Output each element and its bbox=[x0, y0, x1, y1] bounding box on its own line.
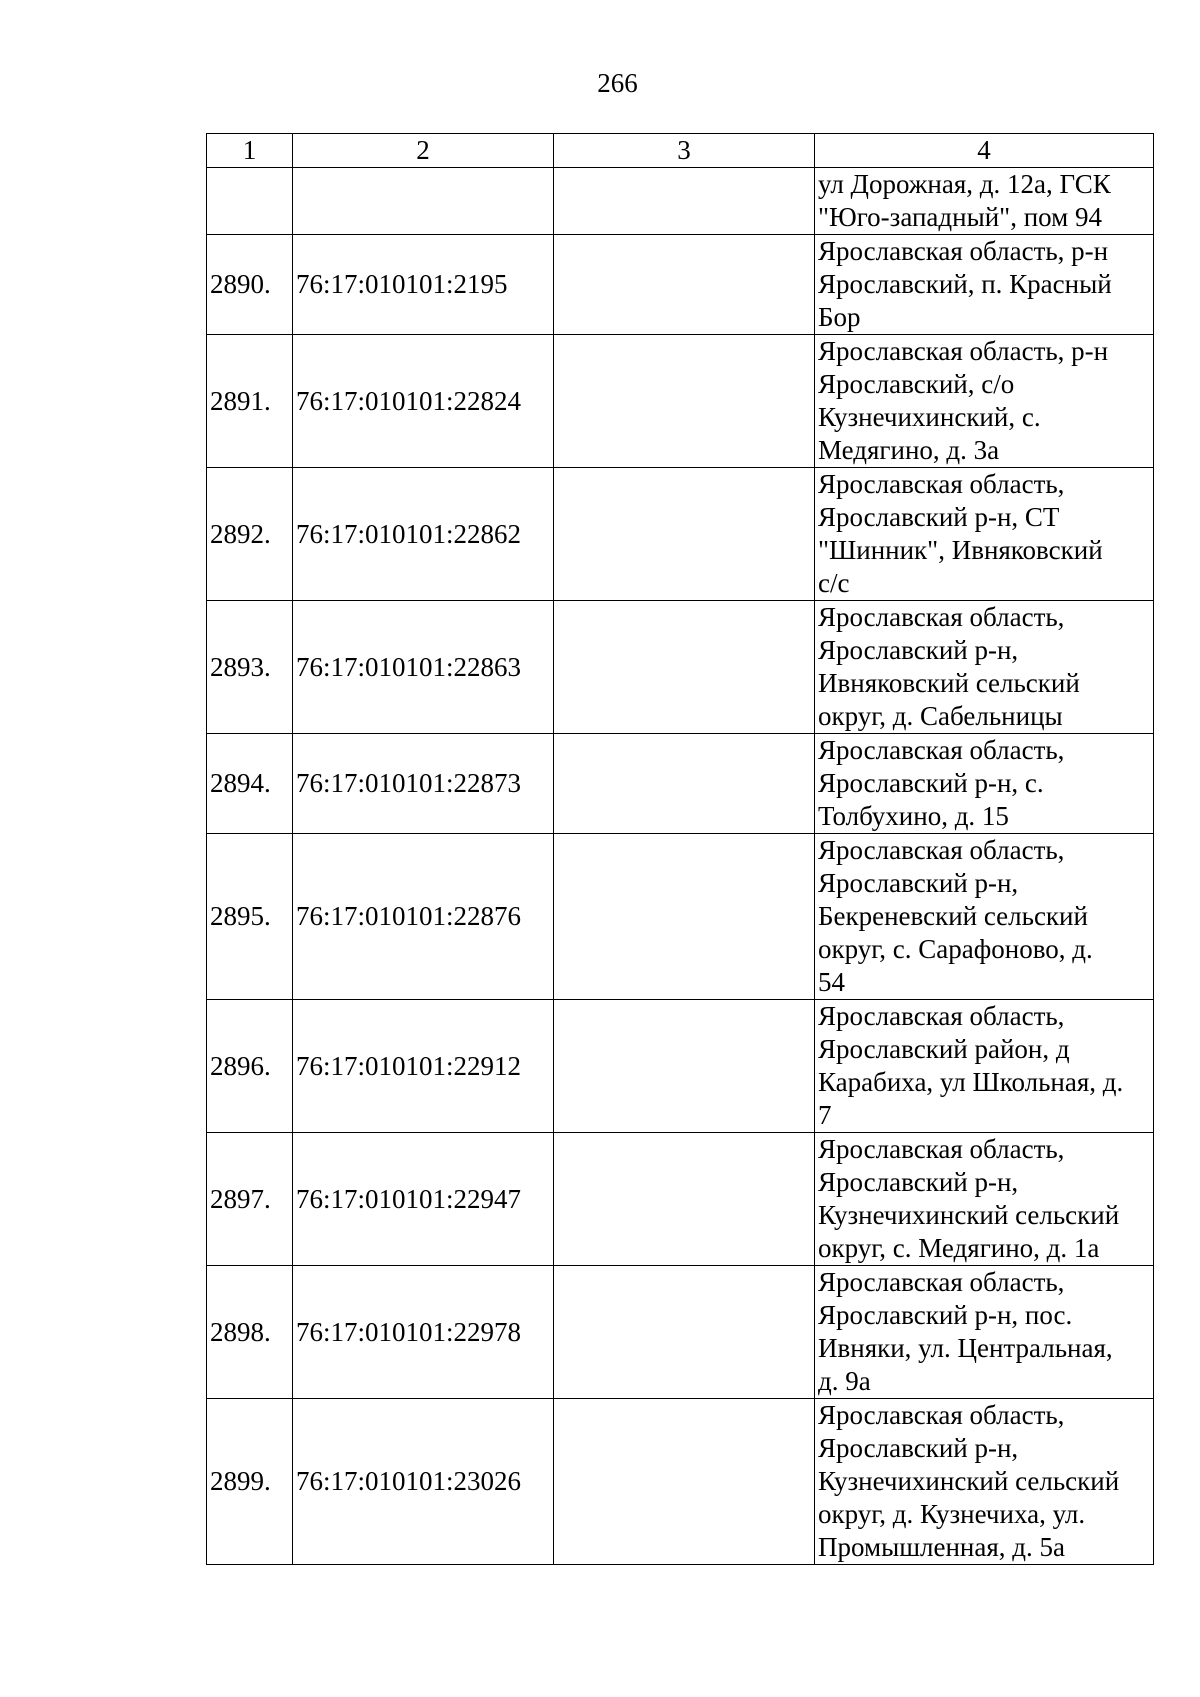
column-3-cell bbox=[554, 1133, 815, 1266]
address-line: Кузнечихинский сельский bbox=[818, 1200, 1120, 1230]
table-row bbox=[207, 1000, 1154, 1133]
address-cell bbox=[815, 468, 1154, 601]
row-number-cell bbox=[207, 168, 293, 235]
row-number-cell: 2894. bbox=[207, 734, 293, 834]
column-3-cell bbox=[554, 335, 815, 468]
column-3-cell bbox=[554, 468, 815, 601]
column-3-cell bbox=[554, 1399, 815, 1565]
row-number-cell: 2893. bbox=[207, 601, 293, 734]
address-line: Медягино, д. 3а bbox=[818, 435, 1000, 465]
address-line: с/с bbox=[818, 568, 850, 598]
row-number-cell: 2898. bbox=[207, 1266, 293, 1399]
address-line: Кузнечихинский сельский bbox=[818, 1466, 1120, 1496]
column-header-4: 4 bbox=[815, 134, 1154, 168]
table-row bbox=[207, 601, 1154, 734]
address-line: Ивняки, ул. Центральная, bbox=[818, 1333, 1113, 1363]
address-line: Ярославская область, bbox=[818, 602, 1065, 632]
table-row bbox=[207, 235, 1154, 335]
address-line: Ярославский район, д bbox=[818, 1034, 1070, 1064]
cadastral-number-cell: 76:17:010101:2195 bbox=[293, 235, 554, 335]
address-line: 54 bbox=[818, 967, 845, 997]
table-row bbox=[207, 1133, 1154, 1266]
address-line: "Юго-западный", пом 94 bbox=[818, 202, 1102, 232]
address-line: Ярославский р-н, СТ bbox=[818, 502, 1060, 532]
cadastral-number-cell: 76:17:010101:22862 bbox=[293, 468, 554, 601]
address-line: Ярославская область, bbox=[818, 835, 1065, 865]
cadastral-number-cell: 76:17:010101:22863 bbox=[293, 601, 554, 734]
address-line: округ, с. Медягино, д. 1а bbox=[818, 1233, 1100, 1263]
address-line: Ярославский р-н, bbox=[818, 1433, 1019, 1463]
address-line: Ярославская область, bbox=[818, 469, 1065, 499]
table-row bbox=[207, 734, 1154, 834]
cadastral-number-cell: 76:17:010101:22873 bbox=[293, 734, 554, 834]
row-number-cell: 2895. bbox=[207, 834, 293, 1000]
column-3-cell bbox=[554, 1266, 815, 1399]
table-row bbox=[207, 1399, 1154, 1565]
address-line: Ярославский р-н, с. bbox=[818, 768, 1044, 798]
address-line: д. 9а bbox=[818, 1366, 871, 1396]
address-line: Ярославский р-н, bbox=[818, 635, 1019, 665]
column-header-1: 1 bbox=[207, 134, 293, 168]
column-3-cell bbox=[554, 834, 815, 1000]
address-cell bbox=[815, 601, 1154, 734]
address-cell bbox=[815, 1399, 1154, 1565]
header-row bbox=[207, 134, 1154, 168]
address-line: Ярославская область, bbox=[818, 1001, 1065, 1031]
table-header bbox=[207, 134, 1154, 168]
registry-table bbox=[206, 133, 1154, 1565]
address-line: Карабиха, ул Школьная, д. bbox=[818, 1067, 1124, 1097]
row-number-cell: 2899. bbox=[207, 1399, 293, 1565]
address-cell bbox=[815, 235, 1154, 335]
row-number-cell: 2897. bbox=[207, 1133, 293, 1266]
row-number-cell: 2896. bbox=[207, 1000, 293, 1133]
address-line: "Шинник", Ивняковский bbox=[818, 535, 1103, 565]
cadastral-number-cell: 76:17:010101:22947 bbox=[293, 1133, 554, 1266]
row-number-cell: 2890. bbox=[207, 235, 293, 335]
address-line: Ярославская область, bbox=[818, 1400, 1065, 1430]
column-3-cell bbox=[554, 168, 815, 235]
address-line: Ярославский р-н, пос. bbox=[818, 1300, 1073, 1330]
table-row bbox=[207, 468, 1154, 601]
address-line: Ярославский, п. Красный bbox=[818, 269, 1112, 299]
column-3-cell bbox=[554, 601, 815, 734]
cadastral-number-cell: 76:17:010101:22978 bbox=[293, 1266, 554, 1399]
column-3-cell bbox=[554, 734, 815, 834]
address-line: 7 bbox=[818, 1100, 832, 1130]
cadastral-number-cell: 76:17:010101:22876 bbox=[293, 834, 554, 1000]
address-line: Ярославская область, bbox=[818, 1134, 1065, 1164]
address-line: Ярославская область, р-н bbox=[818, 336, 1109, 366]
table-row bbox=[207, 834, 1154, 1000]
address-cell bbox=[815, 335, 1154, 468]
cadastral-number-cell: 76:17:010101:22912 bbox=[293, 1000, 554, 1133]
address-line: округ, с. Сарафоново, д. bbox=[818, 934, 1093, 964]
address-line: Ивняковский сельский bbox=[818, 668, 1080, 698]
table-body bbox=[207, 168, 1154, 1565]
page-number: 266 bbox=[597, 68, 638, 98]
address-line: Ярославская область, bbox=[818, 1267, 1065, 1297]
cadastral-number-cell: 76:17:010101:22824 bbox=[293, 335, 554, 468]
column-3-cell bbox=[554, 235, 815, 335]
column-header-3: 3 bbox=[554, 134, 815, 168]
address-line: Ярославский р-н, bbox=[818, 868, 1019, 898]
table-row bbox=[207, 1266, 1154, 1399]
address-cell bbox=[815, 834, 1154, 1000]
address-cell bbox=[815, 1133, 1154, 1266]
address-cell bbox=[815, 168, 1154, 235]
address-line: округ, д. Сабельницы bbox=[818, 701, 1063, 731]
table-row bbox=[207, 168, 1154, 235]
address-line: Толбухино, д. 15 bbox=[818, 801, 1009, 831]
address-line: Бекреневский сельский bbox=[818, 901, 1088, 931]
row-number-cell: 2892. bbox=[207, 468, 293, 601]
address-line: Кузнечихинский, с. bbox=[818, 402, 1041, 432]
address-cell bbox=[815, 1000, 1154, 1133]
address-line: Ярославская область, р-н bbox=[818, 236, 1109, 266]
address-cell bbox=[815, 1266, 1154, 1399]
address-line: Промышленная, д. 5а bbox=[818, 1532, 1065, 1562]
column-header-2: 2 bbox=[293, 134, 554, 168]
column-3-cell bbox=[554, 1000, 815, 1133]
address-cell bbox=[815, 734, 1154, 834]
address-line: Бор bbox=[818, 302, 861, 332]
address-line: Ярославский, с/о bbox=[818, 369, 1015, 399]
cadastral-number-cell: 76:17:010101:23026 bbox=[293, 1399, 554, 1565]
address-line: ул Дорожная, д. 12а, ГСК bbox=[818, 169, 1111, 199]
row-number-cell: 2891. bbox=[207, 335, 293, 468]
address-line: Ярославская область, bbox=[818, 735, 1065, 765]
cadastral-number-cell bbox=[293, 168, 554, 235]
address-line: Ярославский р-н, bbox=[818, 1167, 1019, 1197]
address-line: округ, д. Кузнечиха, ул. bbox=[818, 1499, 1086, 1529]
table-row bbox=[207, 335, 1154, 468]
